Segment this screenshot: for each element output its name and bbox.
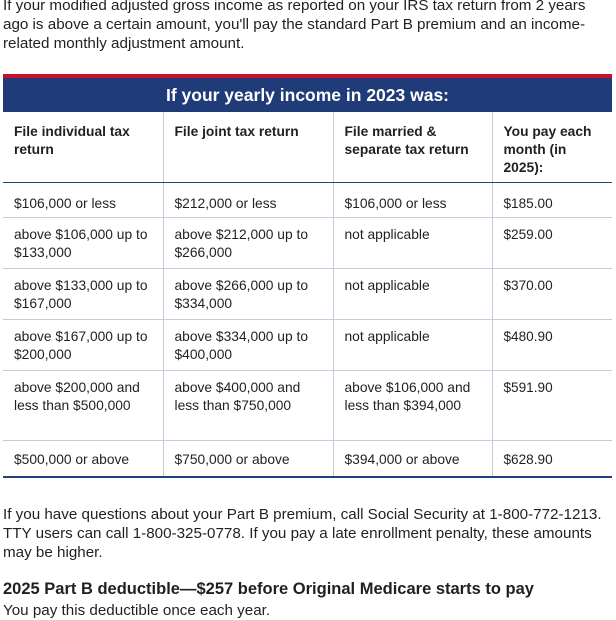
- cell-monthly-payment: $628.90: [492, 440, 612, 476]
- cell-joint: above $212,000 up to $266,000: [163, 217, 333, 268]
- table-row: [3, 268, 612, 319]
- table-row: [3, 182, 612, 217]
- deductible-heading: 2025 Part B deductible—$257 before Original Medicare starts to pay: [3, 580, 534, 598]
- cell-individual: above $133,000 up to $167,000: [3, 268, 163, 319]
- table-row: [3, 319, 612, 370]
- cell-married-separate: not applicable: [333, 319, 492, 370]
- header-monthly-payment: You pay each month (in 2025):: [492, 112, 612, 182]
- cell-joint: above $334,000 up to $400,000: [163, 319, 333, 370]
- header-joint: File joint tax return: [163, 112, 333, 182]
- cell-monthly-payment: $370.00: [492, 268, 612, 319]
- cell-married-separate: not applicable: [333, 217, 492, 268]
- table-row: [3, 370, 612, 440]
- cell-monthly-payment: $480.90: [492, 319, 612, 370]
- cell-joint: $750,000 or above: [163, 440, 333, 476]
- cell-individual: $500,000 or above: [3, 440, 163, 476]
- cell-joint: above $400,000 and less than $750,000: [163, 370, 333, 440]
- cell-joint: $212,000 or less: [163, 182, 333, 217]
- cell-married-separate: $394,000 or above: [333, 440, 492, 476]
- cell-married-separate: above $106,000 and less than $394,000: [333, 370, 492, 440]
- cell-monthly-payment: $259.00: [492, 217, 612, 268]
- header-individual: File individual tax return: [3, 112, 163, 182]
- contact-paragraph: If you have questions about your Part B premium, call Social Security at 1-800-772-1213. TTY users can call 1-800-325-0778. If you pay a late enrollment penalty, these amounts may be higher.: [3, 506, 602, 561]
- cell-monthly-payment: $185.00: [492, 182, 612, 217]
- header-married-separate: File married & separate tax return: [333, 112, 492, 182]
- cell-individual: $106,000 or less: [14, 195, 117, 211]
- cell-individual: above $200,000 and less than $500,000: [3, 370, 163, 440]
- table-banner: If your yearly income in 2023 was:: [3, 74, 612, 112]
- cell-married-separate: not applicable: [333, 268, 492, 319]
- deductible-note: You pay this deductible once each year.: [3, 602, 271, 619]
- table-row: [3, 217, 612, 268]
- table-header-row: [3, 112, 612, 182]
- intro-paragraph: If your modified adjusted gross income as reported on your IRS tax return from 2 years ago is above a certain amount, you'll pay the standard Part B premium and an income-related monthly adjustment amount.: [3, 0, 586, 52]
- cell-monthly-payment: $591.90: [492, 370, 612, 440]
- cell-individual: above $167,000 up to $200,000: [3, 319, 163, 370]
- cell-joint: above $266,000 up to $334,000: [163, 268, 333, 319]
- premium-table: [3, 74, 612, 478]
- cell-individual: above $106,000 up to $133,000: [3, 217, 163, 268]
- table-row: [3, 440, 612, 476]
- cell-married-separate: $106,000 or less: [333, 182, 492, 217]
